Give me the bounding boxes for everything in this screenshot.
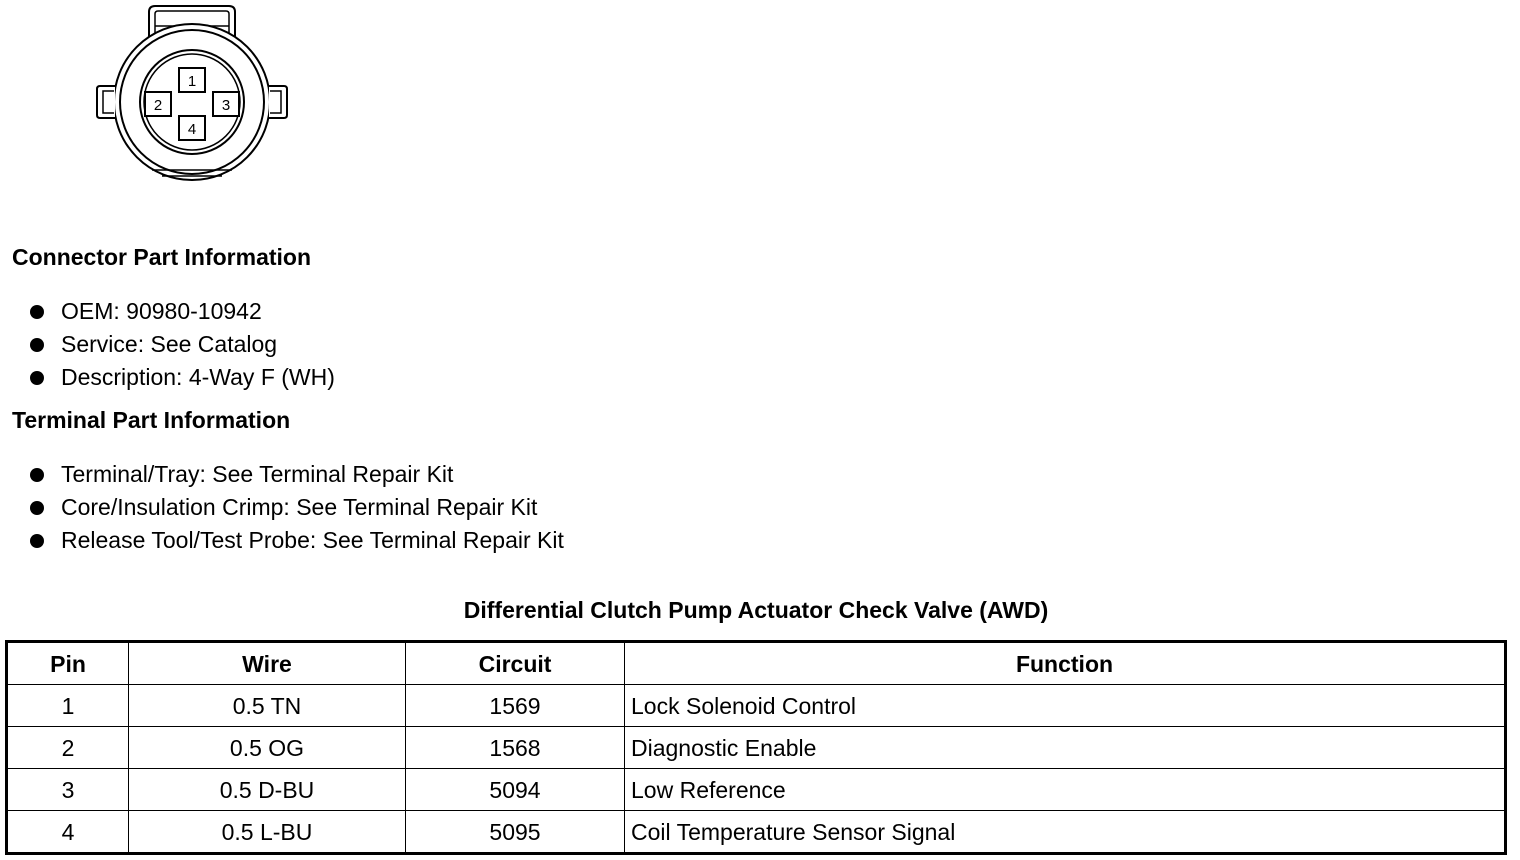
bullet-icon: [30, 338, 44, 352]
table-row: [7, 685, 1506, 727]
cell-circuit: 5095: [406, 811, 625, 854]
pin-3-label: 3: [221, 97, 231, 114]
connector-description-text: Description: 4-Way F (WH): [61, 364, 335, 390]
connector-oem-text: OEM: 90980-10942: [61, 298, 262, 324]
pin-2-box: [145, 92, 171, 116]
bullet-icon: [30, 305, 44, 319]
list-item: [28, 328, 335, 361]
header-pin: Pin: [7, 642, 129, 685]
connector-service-text: Service: See Catalog: [61, 331, 278, 357]
pin-1-label: 1: [187, 73, 197, 90]
pin-3-box: [213, 92, 239, 116]
cell-wire: 0.5 OG: [129, 727, 406, 769]
pin-4-label: 4: [187, 121, 197, 138]
table-row: [7, 727, 1506, 769]
cell-pin: 2: [7, 727, 129, 769]
cell-pin: 1: [7, 685, 129, 727]
connector-outer-shell: [114, 24, 270, 180]
cell-circuit: 1568: [406, 727, 625, 769]
cell-function: Low Reference: [625, 769, 1506, 811]
cell-function: Diagnostic Enable: [625, 727, 1506, 769]
pin-4-box: [179, 116, 205, 140]
cell-wire: 0.5 TN: [129, 685, 406, 727]
pin-1-box: [179, 68, 205, 92]
cell-pin: 4: [7, 811, 129, 854]
list-item: [28, 491, 564, 524]
terminal-part-info-heading: Terminal Part Information: [12, 407, 291, 433]
cell-wire: 0.5 L-BU: [129, 811, 406, 854]
bullet-icon: [30, 534, 44, 548]
terminal-tray-text: Terminal/Tray: See Terminal Repair Kit: [61, 461, 454, 487]
cell-pin: 3: [7, 769, 129, 811]
header-function: Function: [625, 642, 1506, 685]
cell-circuit: 5094: [406, 769, 625, 811]
list-item: [28, 458, 564, 491]
list-item: [28, 361, 335, 394]
table-header-row: [7, 642, 1506, 685]
list-item: [28, 295, 335, 328]
bullet-icon: [30, 371, 44, 385]
pinout-table-title: Differential Clutch Pump Actuator Check Valve (AWD): [463, 597, 1049, 623]
bullet-icon: [30, 468, 44, 482]
header-circuit: Circuit: [406, 642, 625, 685]
bullet-icon: [30, 501, 44, 515]
table-row: [7, 811, 1506, 854]
connector-part-info-list: [28, 295, 335, 394]
list-item: [28, 524, 564, 557]
terminal-crimp-text: Core/Insulation Crimp: See Terminal Repair Kit: [61, 494, 538, 520]
table-row: [7, 769, 1506, 811]
connector-part-info-heading: Connector Part Information: [12, 244, 312, 270]
pinout-table: [5, 640, 1507, 855]
terminal-release-tool-text: Release Tool/Test Probe: See Terminal Repair Kit: [61, 527, 564, 553]
header-wire: Wire: [129, 642, 406, 685]
pin-2-label: 2: [153, 97, 163, 114]
cell-function: Lock Solenoid Control: [625, 685, 1506, 727]
cell-circuit: 1569: [406, 685, 625, 727]
cell-function: Coil Temperature Sensor Signal: [625, 811, 1506, 854]
connector-face-diagram: [92, 2, 292, 182]
terminal-part-info-list: [28, 458, 564, 557]
cell-wire: 0.5 D-BU: [129, 769, 406, 811]
